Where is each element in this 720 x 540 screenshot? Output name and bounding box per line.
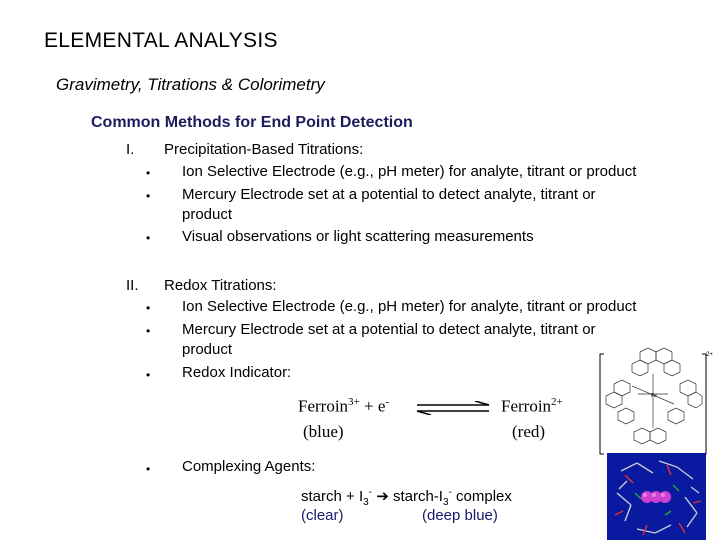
equilibrium-arrow-icon [415,401,491,415]
page-title: ELEMENTAL ANALYSIS [44,29,278,52]
equation-right-species: Ferroin [501,396,552,416]
section-heading: Common Methods for End Point Detection [91,114,413,131]
list-item: Visual observations or light scattering measurements [182,228,534,245]
section-title-redox: Redox Titrations: [164,277,277,294]
equation-right [501,396,563,417]
equation-electron-charge: - [385,396,390,408]
starch-iodine-molecule-image [607,453,706,540]
list-item: Complexing Agents: [182,458,316,475]
starch-product-sup: - [448,487,452,498]
section-title-precipitation: Precipitation-Based Titrations: [164,141,364,158]
list-item: Redox Indicator: [182,364,292,381]
starch-product-sub: 3 [442,497,449,508]
section-numeral-2: II. [126,277,139,294]
list-item: Mercury Electrode set at a potential to detect analyte, titrant or [182,321,596,338]
starch-product: starch-I [392,488,443,505]
bullet-marker: • [146,368,151,382]
bullet-marker: • [146,166,151,180]
ferroin-charge: 2+ [706,352,713,358]
svg-text:Fe: Fe [651,393,657,399]
list-item-continuation: product [182,341,233,358]
bullet-marker: • [146,189,151,203]
equation-electron: + e [364,396,386,416]
starch-reactant: starch + I [301,488,364,505]
list-item-continuation: product [182,206,233,223]
equation-right-color: (red) [512,422,546,441]
starch-left-label: (clear) [301,507,344,524]
reaction-arrow-icon: ➔ [376,488,389,505]
bullet-marker: • [146,462,151,476]
list-item: Ion Selective Electrode (e.g., pH meter) for analyte, titrant or product [182,163,637,180]
equation-left-species: Ferroin [298,396,349,416]
starch-product-tail: complex [456,488,512,505]
bullet-marker: • [146,301,151,315]
equation-left-color: (blue) [303,422,344,441]
starch-reactant-sub: 3 [363,497,369,508]
list-item: Ion Selective Electrode (e.g., pH meter) for analyte, titrant or product [182,298,637,315]
equation-left-charge: 3+ [348,396,360,408]
list-item: Mercury Electrode set at a potential to detect analyte, titrant or [182,186,596,203]
starch-reaction [301,487,512,508]
equation-right-charge: 2+ [551,396,563,408]
ferroin-structure-image [598,344,716,460]
starch-reactant-sup: - [368,487,373,498]
starch-right-label: (deep blue) [422,507,498,524]
section-numeral-1: I. [126,141,135,158]
bullet-marker: • [146,231,151,245]
bullet-marker: • [146,324,151,338]
page-subtitle: Gravimetry, Titrations & Colorimetry [56,75,325,94]
equation-left [298,396,389,417]
